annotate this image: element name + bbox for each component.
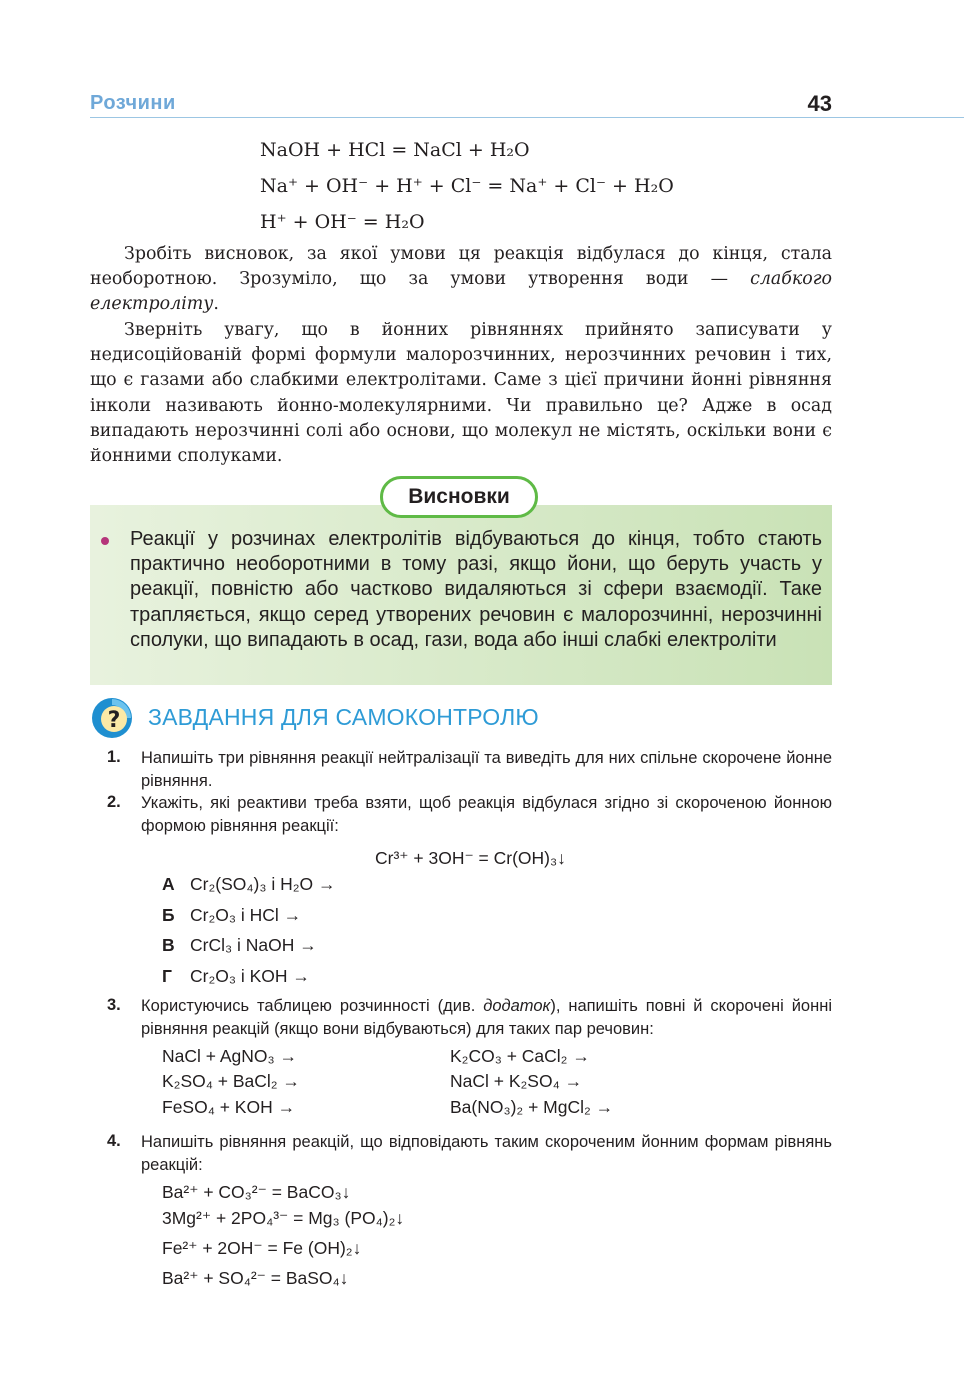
task3-text-italic: додаток [483,997,551,1015]
equation-short-ionic: H⁺ + OH⁻ = H₂O [260,211,425,233]
conclusions-title: Висновки [380,476,538,518]
conclusions-text: Реакції у розчинах електролітів відбуваються до кінця, тобто стають практично необоротними в тому разі, якщо йони, що беруть участь у реакції, повністю або частково видаляються зі сфери взаємодії. Таке трапляється, якщо серед утворених речовин є малорозчинні, нерозчинні сполуки, що випадають в осад, гази, вода або інші слабкі електроліти [130,528,822,651]
option-formula: CrCl₃ і NaOH → [190,935,317,955]
paragraph-ionic-notation [90,318,832,469]
question-mark-icon [90,696,134,740]
equation-full-ionic: Na⁺ + OH⁻ + H⁺ + Cl⁻ = Na⁺ + Cl⁻ + H₂O [260,175,674,197]
option-formula: Cr₂(SO₄)₃ і H₂O → [190,874,336,894]
option-formula: Cr₂O₃ і HCl → [190,905,302,925]
task2-text: Укажіть, які реактиви треба взяти, щоб реакція відбулася згідно зі скороченою йонною формою рівняння реакції: [141,794,832,835]
task3-text [141,995,832,1041]
task4-equation: Fe²⁺ + 2OH⁻ = Fe (OH)₂↓ [162,1238,362,1258]
task3-text-after: ), напишіть повні й скорочені йонні рівняння реакцій (якщо вони відбуваються) для таких пар речовин: [141,997,832,1038]
task4-equation: Ba²⁺ + CO₃²⁻ = BaCO₃↓ [162,1182,351,1202]
page-number: 43 [807,91,832,116]
equation-molecular: NaOH + HCl = NaCl + H₂O [260,139,530,161]
task1-text: Напишіть три рівняння реакції нейтралізації та виведіть для них спільне скорочене йонне рівняння. [141,749,832,790]
task4-equation: Ba²⁺ + SO₄²⁻ = BaSO₄↓ [162,1268,349,1288]
task2-option-b [162,905,301,926]
svg-text:?: ? [107,708,121,733]
option-letter: А [162,874,175,894]
task4-number: 4. [107,1132,121,1150]
task3-number: 3. [107,996,121,1014]
task3-pair: K₂CO₃ + CaCl₂ → [450,1046,590,1066]
paragraph2-text: Зверніть увагу, що в йонних рівняннях прийнято записувати у недисоційованій формі формули малорозчинних, нерозчинних речовин і тих, що є газами або слабкими електролітами. Саме з цієї причини йонні рівняння інколи називають йонно-молекулярними. Чи правильно це? Адже в осад випадають нерозчинні солі або основи, що молекул не містять, оскільки вони є йонними сполуками. [90,320,832,467]
task2-option-c [162,935,317,956]
task1-number: 1. [107,748,121,766]
task3-text-before: Користуючись таблицею розчинності (див. [141,997,484,1015]
paragraph1-tail: . [213,294,219,315]
paragraph-conclusion-water [90,242,832,318]
paragraph1-italic: слабкого електроліту [90,269,832,315]
task2-option-a [162,874,336,895]
bullet-icon [101,537,109,545]
task3-pair: NaCl + AgNO₃ → [162,1046,298,1066]
tasks-title: ЗАВДАННЯ ДЛЯ САМОКОНТРОЛЮ [148,704,539,730]
option-letter: Б [162,905,175,925]
task3-pair: FeSO₄ + KOH → [162,1097,296,1117]
task4-text: Напишіть рівняння реакцій, що відповідають таким скороченим йонним формам рівнянь реакцій: [141,1133,832,1174]
task2-option-d [162,966,310,987]
task3-pair: K₂SO₄ + BaCl₂ → [162,1071,300,1091]
option-letter: В [162,935,175,955]
task3-pair: Ba(NO₃)₂ + MgCl₂ → [450,1097,614,1117]
task3-pair: NaCl + K₂SO₄ → [450,1071,583,1091]
option-letter: Г [162,966,172,986]
task2-number: 2. [107,793,121,811]
option-formula: Cr₂O₃ і KOH → [190,966,310,986]
task2-equation: Cr³⁺ + 3OH⁻ = Cr(OH)₃↓ [375,848,566,868]
paragraph1-text: Зробіть висновок, за якої умови ця реакція відбулася до кінця, стала необоротною. Зрозуміло, що за умови утворення води — [90,244,832,290]
section-title: Розчини [90,92,176,114]
task4-equation: 3Mg²⁺ + 2PO₄³⁻ = Mg₃ (PO₄)₂↓ [162,1208,405,1228]
header-rule [90,117,964,118]
